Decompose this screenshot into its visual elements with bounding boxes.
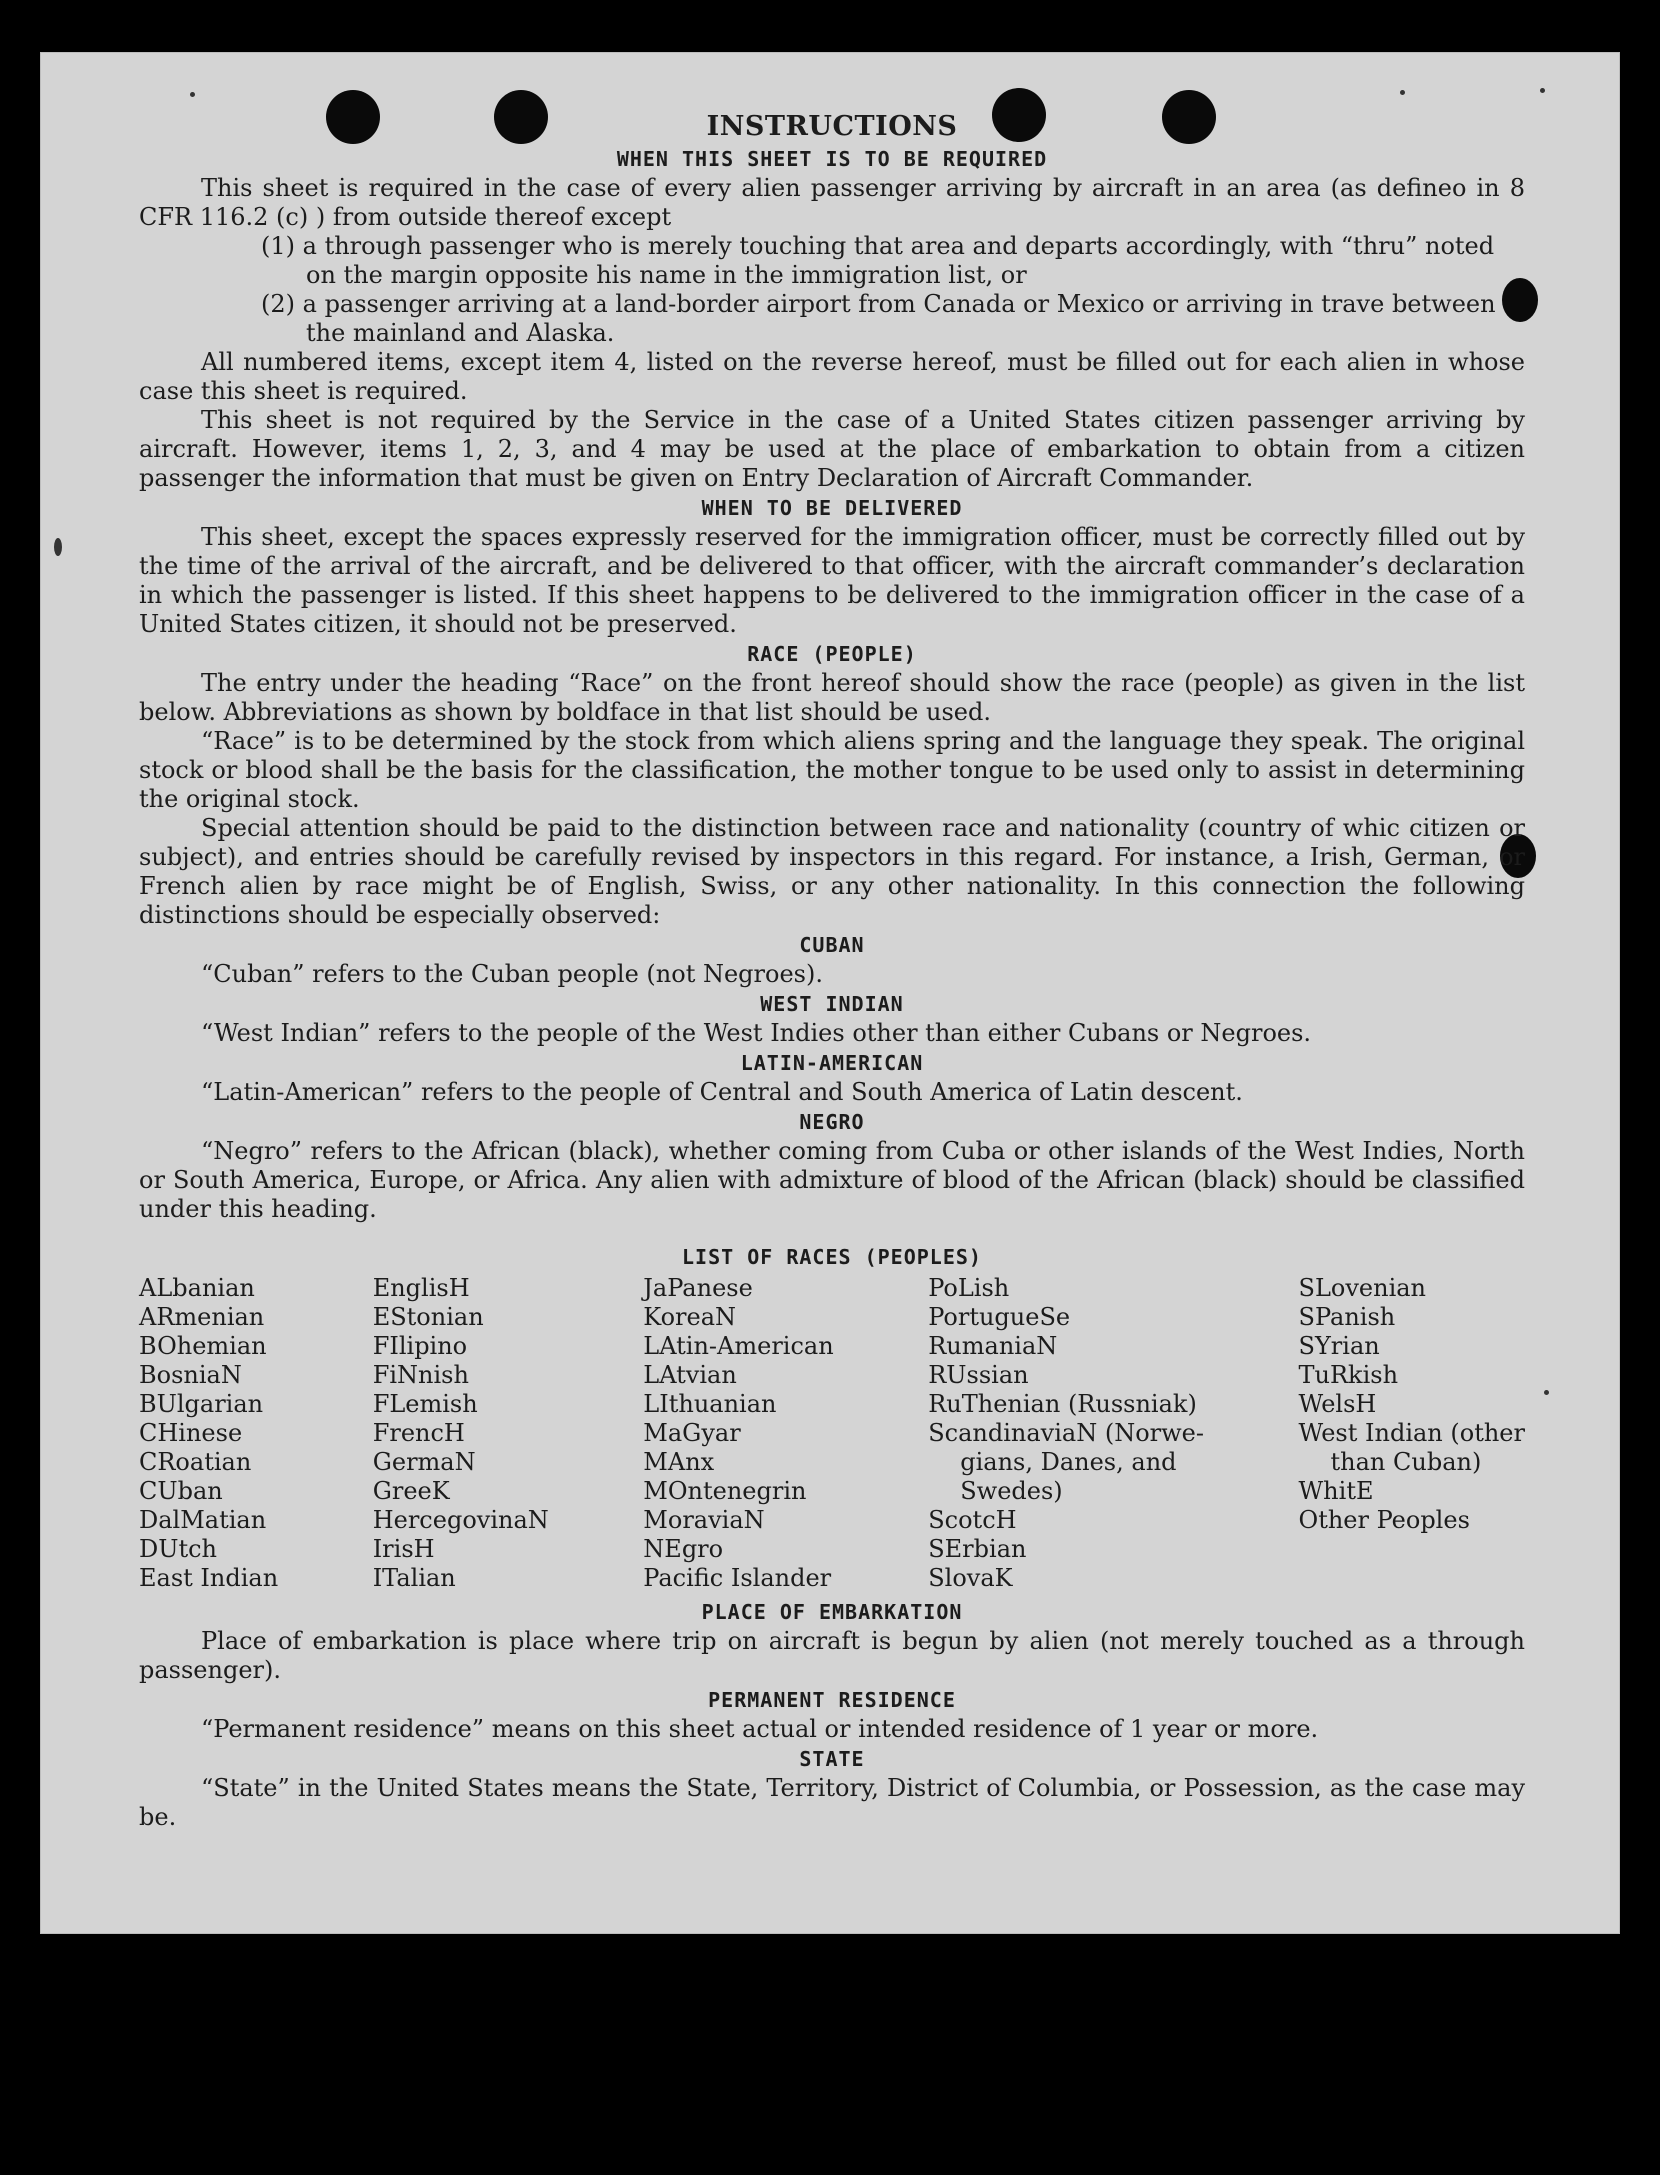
race-entry: NEgro <box>643 1535 724 1563</box>
race-entry: CUban <box>139 1477 223 1505</box>
document-body <box>139 110 1525 1832</box>
section-heading: WHEN THIS SHEET IS TO BE REQUIRED <box>616 147 1048 171</box>
race-entry: SlovaK <box>928 1564 1013 1592</box>
list-item: (2) a passenger arriving at a land-border airport from Canada or Mexico or arriving in trave between the mainland and Alaska. <box>261 290 1496 347</box>
race-entry: MaGyar <box>643 1419 741 1447</box>
paper-speck <box>54 538 62 556</box>
race-entry: CHinese <box>139 1419 243 1447</box>
race-entry: GreeK <box>372 1477 450 1505</box>
section-heading: NEGRO <box>799 1110 865 1134</box>
race-entry: IrisH <box>372 1535 435 1563</box>
race-entry: DalMatian <box>139 1506 267 1534</box>
paper-speck <box>1540 88 1545 93</box>
race-entry: EStonian <box>372 1303 484 1331</box>
race-entry: MoraviaN <box>643 1506 765 1534</box>
list-heading: LIST OF RACES (PEOPLES) <box>682 1245 982 1269</box>
race-entry: KoreaN <box>643 1303 737 1331</box>
paper-speck <box>1400 90 1405 95</box>
race-entry: SErbian <box>928 1535 1027 1563</box>
race-entry: SLovenian <box>1298 1274 1427 1302</box>
race-entry: East Indian <box>139 1564 279 1592</box>
paragraph: Place of embarkation is place where trip on aircraft is begun by alien (not merely touched as a through passenger). <box>139 1627 1525 1684</box>
race-entry: ScotcH <box>928 1506 1017 1534</box>
race-entry: ARmenian <box>139 1303 265 1331</box>
paragraph: This sheet is required in the case of every alien passenger arriving by aircraft in an area (as defineo in 8 CFR 116.2 (c) ) from outside thereof except <box>139 174 1525 231</box>
race-entry: LAtvian <box>643 1361 737 1389</box>
section-heading: PLACE OF EMBARKATION <box>701 1600 963 1624</box>
paragraph: “Race” is to be determined by the stock from which aliens spring and the language they speak. The original stock or blood shall be the basis for the classification, the mother tongue to be used only to assist in determining the original stock. <box>139 727 1525 813</box>
races-column <box>139 1274 278 1593</box>
section-heading: LATIN-AMERICAN <box>740 1051 924 1075</box>
section-heading: PERMANENT RESIDENCE <box>708 1688 956 1712</box>
race-entry: LAtin-American <box>643 1332 834 1360</box>
race-entry: PoLish <box>928 1274 1010 1302</box>
races-column <box>1299 1274 1525 1593</box>
races-column <box>373 1274 549 1593</box>
race-entry: GermaN <box>372 1448 476 1476</box>
race-entry: gians, Danes, and <box>960 1448 1177 1476</box>
paragraph: “Latin-American” refers to the people of Central and South America of Latin descent. <box>201 1078 1243 1106</box>
race-entry: RuThenian (Russniak) <box>928 1390 1197 1418</box>
race-entry: BOhemian <box>139 1332 267 1360</box>
section-heading: RACE (PEOPLE) <box>747 642 917 666</box>
race-entry: WelsH <box>1298 1390 1377 1418</box>
paragraph: This sheet, except the spaces expressly reserved for the immigration officer, must be correctly filled out by the time of the arrival of the aircraft, and be delivered to that officer, with the aircraft commander’s declaration in which the passenger is listed. If this sheet happens to be delivered to the immigration officer in the case of a United States citizen, it should not be preserved. <box>139 523 1525 638</box>
race-entry: Swedes) <box>960 1477 1063 1505</box>
race-entry: BUlgarian <box>139 1390 264 1418</box>
race-entry: Pacific Islander <box>643 1564 832 1592</box>
paragraph: “State” in the United States means the State, Territory, District of Columbia, or Possession, as the case may be. <box>139 1774 1525 1831</box>
paragraph: This sheet is not required by the Service in the case of a United States citizen passenger arriving by aircraft. However, items 1, 2, 3, and 4 may be used at the place of embarkation to obtain from a citizen passenger the information that must be given on Entry Declaration of Aircraft Commander. <box>139 406 1525 492</box>
race-entry: BosniaN <box>139 1361 242 1389</box>
list-item: (1) a through passenger who is merely touching that area and departs accordingly, with “thru” noted on the margin opposite his name in the immigration list, or <box>261 232 1495 289</box>
paper-speck <box>190 92 195 97</box>
race-entry: JaPanese <box>643 1274 753 1302</box>
paragraph: “Permanent residence” means on this sheet actual or intended residence of 1 year or more. <box>201 1715 1319 1743</box>
race-entry: ITalian <box>372 1564 456 1592</box>
section-heading: WHEN TO BE DELIVERED <box>701 496 963 520</box>
races-column <box>928 1274 1204 1593</box>
races-list <box>139 1274 1525 1593</box>
race-entry: FrencH <box>372 1419 465 1447</box>
race-entry: SYrian <box>1298 1332 1380 1360</box>
paragraph: Special attention should be paid to the distinction between race and nationality (country of whic citizen or subject), and entries should be carefully revised by inspectors in this regard. For instance, a Irish, German, or French alien by race might be of English, Swiss, or any other nationality. In this connection the following distinctions should be especially observed: <box>139 814 1525 929</box>
race-entry: SPanish <box>1298 1303 1396 1331</box>
race-entry: LIthuanian <box>643 1390 777 1418</box>
section-heading: WEST INDIAN <box>760 992 904 1016</box>
race-entry: RumaniaN <box>928 1332 1058 1360</box>
paragraph: “Negro” refers to the African (black), whether coming from Cuba or other islands of the West Indies, North or South America, Europe, or Africa. Any alien with admixture of blood of the African (black) should be classified under this heading. <box>139 1137 1525 1223</box>
race-entry: EnglisH <box>372 1274 470 1302</box>
race-entry: PortugueSe <box>928 1303 1071 1331</box>
paragraph: All numbered items, except item 4, listed on the reverse hereof, must be filled out for each alien in whose case this sheet is required. <box>139 348 1525 405</box>
race-entry: West Indian (other <box>1298 1419 1525 1447</box>
race-entry: than Cuban) <box>1330 1448 1482 1476</box>
race-entry: ALbanian <box>139 1274 255 1302</box>
race-entry: FiNnish <box>372 1361 469 1389</box>
race-entry: ScandinaviaN (Norwe- <box>928 1419 1204 1447</box>
section-heading: CUBAN <box>799 933 865 957</box>
race-entry: MAnx <box>643 1448 715 1476</box>
section-heading: STATE <box>799 1747 865 1771</box>
page-title: INSTRUCTIONS <box>706 111 958 142</box>
race-entry: FIlipino <box>372 1332 468 1360</box>
race-entry: MOntenegrin <box>643 1477 807 1505</box>
race-entry: WhitE <box>1298 1477 1374 1505</box>
race-entry: HercegovinaN <box>372 1506 549 1534</box>
race-entry: CRoatian <box>139 1448 252 1476</box>
paragraph: “West Indian” refers to the people of the West Indies other than either Cubans or Negroes. <box>201 1019 1312 1047</box>
paper-speck <box>1544 1390 1549 1395</box>
race-entry: FLemish <box>372 1390 478 1418</box>
race-entry: RUssian <box>928 1361 1029 1389</box>
race-entry: DUtch <box>139 1535 218 1563</box>
race-entry: TuRkish <box>1298 1361 1399 1389</box>
race-entry: Other Peoples <box>1298 1506 1470 1534</box>
paragraph: “Cuban” refers to the Cuban people (not Negroes). <box>201 960 823 988</box>
paragraph: The entry under the heading “Race” on the front hereof should show the race (people) as given in the list below. Abbreviations as shown by boldface in that list should be used. <box>139 669 1525 726</box>
races-column <box>643 1274 833 1593</box>
